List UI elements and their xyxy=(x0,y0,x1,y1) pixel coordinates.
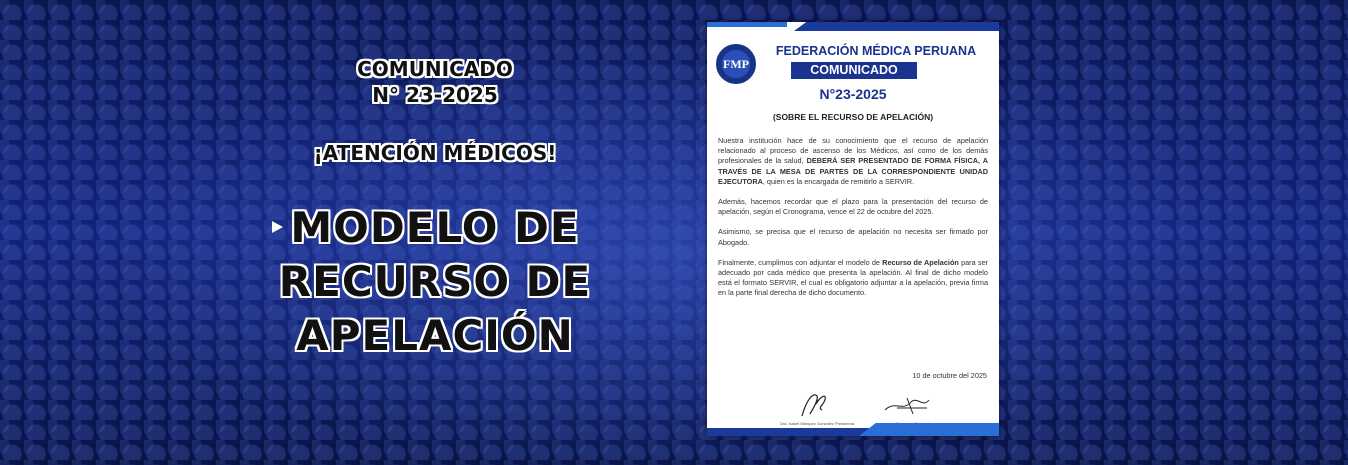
paragraph-2: Además, hacemos recordar que el plazo para la presentación del recurso de apelación, según el Cronograma, vence el 22 de octubre del 2025. xyxy=(718,197,988,217)
fmp-logo: FMP xyxy=(716,44,756,84)
communique-document xyxy=(707,22,999,436)
model-link[interactable] xyxy=(250,201,620,363)
doc-bottom-band xyxy=(707,422,999,436)
paragraph-4: Finalmente, cumplimos con adjuntar el modelo de Recurso de Apelación para ser adecuado por cada médico que presenta la apelación. Al final de dicho modelo está el formato SERVIR, el cual es obligatorio adjuntar a la apelación, previa firma en la parte final derecha de dicho documento. xyxy=(718,257,988,298)
signature-1-graphic xyxy=(772,388,862,420)
doc-top-band xyxy=(707,22,999,34)
comunicado-badge: COMUNICADO xyxy=(791,62,917,79)
document-subject: (SOBRE EL RECURSO DE APELACIÓN) xyxy=(772,112,934,122)
comunicado-title: COMUNICADO xyxy=(357,57,513,81)
left-panel xyxy=(250,55,620,363)
document-number: N°23-2025 xyxy=(819,86,887,102)
paragraph-3: Asimismo, se precisa que el recurso de apelación no necesita ser firmado por Abogado. xyxy=(718,227,988,247)
signature-1-caption: Dra. Isabel Márquez González Presidenta xyxy=(779,421,855,426)
paragraph-1: Nuestra institución hace de su conocimiento que el recurso de apelación relacionado al proceso de ascenso de los Médicos, así como de los demás profesionales de la salud, DEBERÁ SER PRESENTADO DE FORMA FÍSICA, A TRAVÉS DE LA MESA DE PARTES DE LA CORRESPONDIENTE UNIDAD EJECUTORA, quien es la encargada de remitirlo a SERVIR. xyxy=(718,136,988,186)
arrow-right-icon xyxy=(272,221,283,233)
comunicado-number: N° 23-2025 xyxy=(372,83,498,107)
document-date: 10 de octubre del 2025 xyxy=(912,371,987,380)
model-line-3: APELACIÓN xyxy=(296,311,574,360)
model-line-2: RECURSO DE xyxy=(278,257,592,306)
attention-heading: ¡ATENCIÓN MÉDICOS! xyxy=(313,141,557,165)
document-body xyxy=(718,136,988,309)
model-line-1: MODELO DE xyxy=(290,203,580,252)
signature-2-graphic xyxy=(867,388,957,420)
federation-name: FEDERACIÓN MÉDICA PERUANA xyxy=(775,44,977,58)
